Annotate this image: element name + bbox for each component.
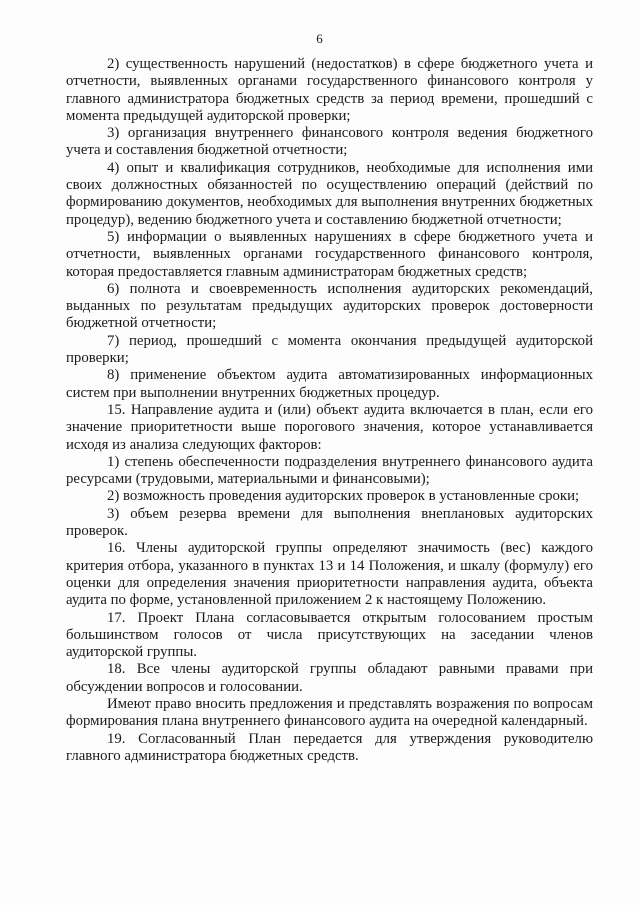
paragraph-section-16: 16. Члены аудиторской группы определяют значимость (вес) каждого критерия отбора, указанного в пунктах 13 и 14 Положения, и шкалу (формулу) его оценки для определения значения приоритетности направления аудита, объекта аудита по форме, установленной приложением 2 к настоящему Положению. (66, 540, 593, 609)
paragraph-criterion-3: 3) организация внутреннего финансового контроля ведения бюджетного учета и составления бюджетной отчетности; (66, 125, 593, 159)
paragraph-section-17: 17. Проект Плана согласовывается открытым голосованием простым большинством голосов от числа присутствующих на заседании членов аудиторской группы. (66, 609, 593, 661)
paragraph-factor-3: 3) объем резерва времени для выполнения внеплановых аудиторских проверок. (66, 505, 593, 540)
paragraph-criterion-6: 6) полнота и своевременность исполнения аудиторских рекомендаций, выданных по результатам предыдущих аудиторских проверок достоверности бюджетной отчетности; (66, 280, 593, 332)
paragraph-criterion-5: 5) информации о выявленных нарушениях в сфере бюджетного учета и отчетности, выявленных органами государственного финансового контроля, которая предоставляется главным администраторам бюджетных средств; (66, 228, 593, 280)
page-number: 6 (316, 31, 323, 46)
paragraph-criterion-4: 4) опыт и квалификация сотрудников, необходимые для исполнения ими своих должностных обязанностей по осуществлению операций (действий по формированию документов, необходимых для выполнения внутренних бюджетных процедур), ведению бюджетного учета и составлению бюджетной отчетности; (66, 159, 593, 228)
paragraph-criterion-2: 2) существенность нарушений (недостатков) в сфере бюджетного учета и отчетности, выявленных органами государственного финансового контроля у главного администратора бюджетных средств за период времени, прошедший с момента предыдущей аудиторской проверки; (66, 56, 593, 124)
paragraph-rights: Имеют право вносить предложения и представлять возражения по вопросам формирования плана внутреннего финансового аудита на очередной календарный. (66, 695, 593, 730)
paragraph-section-15: 15. Направление аудита и (или) объект аудита включается в план, если его значение приоритетности выше порогового значения, которое устанавливается исходя из анализа следующих факторов: (66, 401, 593, 453)
paragraph-criterion-7: 7) период, прошедший с момента окончания предыдущей аудиторской проверки; (66, 332, 593, 367)
paragraph-section-19: 19. Согласованный План передается для утверждения руководителю главного администратора бюджетных средств. (66, 730, 593, 764)
paragraph-factor-1: 1) степень обеспеченности подразделения внутреннего финансового аудита ресурсами (трудовыми, материальными и финансовыми); (66, 453, 593, 488)
paragraph-criterion-8: 8) применение объектом аудита автоматизированных информационных систем при выполнении внутренних бюджетных процедур. (66, 367, 593, 401)
paragraph-factor-2: 2) возможность проведения аудиторских проверок в установленные сроки; (107, 488, 580, 505)
paragraph-section-18: 18. Все члены аудиторской группы обладают равными правами при обсуждении вопросов и голосовании. (66, 661, 593, 695)
document-body (66, 56, 593, 765)
